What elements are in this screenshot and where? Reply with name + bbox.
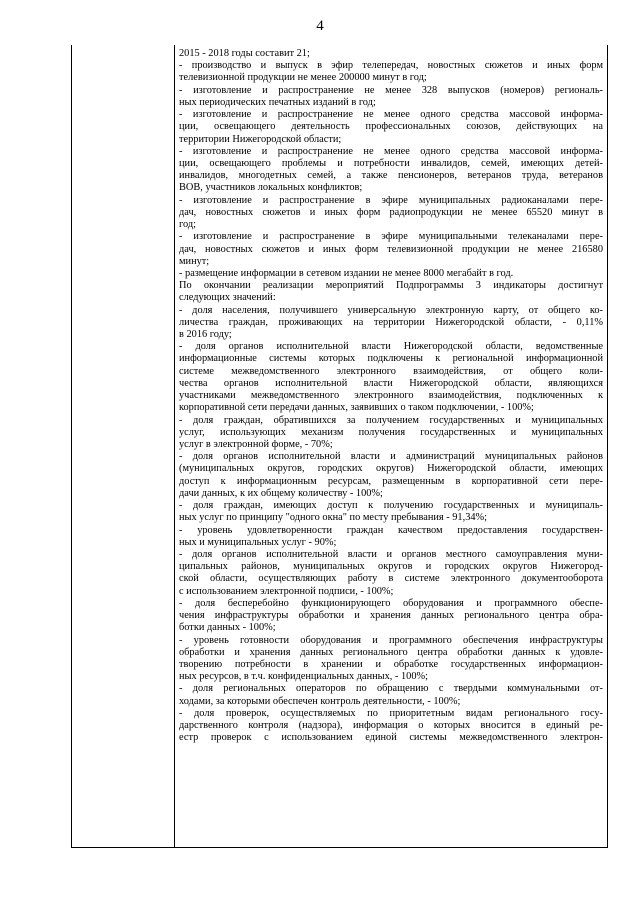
text-line: дарственного контроля (надзора), информация о которых вносится в единый ре- bbox=[179, 720, 603, 732]
text-line: ции, освещающего проблемы и потребности инвалидов, семей, имеющих детей- bbox=[179, 157, 603, 169]
text-line: - изготовление и распространение не менее 328 выпусков (номеров) региональ- bbox=[179, 84, 603, 96]
text-line: инвалидов, многодетных семей, а также пенсионеров, ветеранов труда, ветеранов bbox=[179, 170, 603, 182]
text-line: ботки данных - 100%; bbox=[179, 622, 276, 634]
text-line: ных ресурсов, в т.ч. конфиденциальных данных, - 100%; bbox=[179, 671, 429, 683]
text-line: чения инфраструктуры обработки и хранения данных регионального центра обра- bbox=[179, 610, 603, 622]
text-line: корпоративной сети передачи данных, заявивших о таком подключении, - 100%; bbox=[179, 402, 534, 414]
text-line: дач, новостных сюжетов и иных форм телевизионной продукции не менее 216580 bbox=[179, 243, 603, 255]
page-number: 4 bbox=[316, 18, 324, 34]
text-line: ской области, осуществляющих работу в системе электронного документооборота bbox=[179, 573, 603, 585]
text-line: - доля граждан, имеющих доступ к получению государственных и муниципаль- bbox=[179, 500, 603, 512]
text-line: участниками межведомственного электронного взаимодействия, подключенных к bbox=[179, 390, 603, 402]
text-line: ных и муниципальных услуг - 90%; bbox=[179, 536, 337, 548]
text-line: следующих значений: bbox=[179, 292, 276, 304]
text-line: услуг в электронной форме, - 70%; bbox=[179, 439, 333, 450]
text-line: ных услуг по принципу "одного окна" по месту пребывания - 91,34%; bbox=[179, 512, 488, 524]
text-line: - доля бесперебойно функционирующего оборудования и программного обеспе- bbox=[179, 597, 603, 609]
text-line: - доля проверок, осуществляемых по приоритетным видам регионального госу- bbox=[179, 707, 603, 719]
text-line: творению потребности в хранении и обработке государственных информацион- bbox=[179, 658, 603, 670]
text-line: - доля региональных операторов по обращению с твердыми коммунальными от- bbox=[179, 683, 603, 695]
table-text-column bbox=[175, 45, 607, 847]
text-line: телевизионной продукции не менее 200000 минут в год; bbox=[179, 72, 427, 84]
text-line: ходами, за которыми обеспечен контроль деятельности, - 100%; bbox=[179, 695, 461, 707]
text-line: ципальных районов, муниципальных округов и городских округов Нижегород- bbox=[179, 561, 603, 573]
text-line: ВОВ, участников локальных конфликтов; bbox=[179, 182, 363, 194]
text-line: ции, освещающего деятельность профессиональных союзов, действующих на bbox=[179, 121, 603, 133]
text-line: чества органов исполнительной власти Нижегородской области, являющихся bbox=[179, 377, 603, 389]
text-line: информационные системы которых подключены к региональной информационной bbox=[179, 353, 603, 365]
table-left-column bbox=[72, 45, 175, 847]
text-line: ных периодических печатных изданий в год; bbox=[179, 96, 376, 108]
text-line: - уровень готовности оборудования и программного обеспечения инфраструктуры bbox=[179, 634, 603, 646]
text-line: год; bbox=[179, 219, 196, 231]
text-line: - производство и выпуск в эфир телепередач, новостных сюжетов и иных форм bbox=[179, 60, 603, 72]
text-line: - изготовление и распространение в эфире муниципальными телеканалами пере- bbox=[179, 231, 603, 243]
text-line: - доля населения, получившего универсальную электронную карту, от общего ко- bbox=[179, 304, 603, 316]
text-line: естр проверок с использованием единой системы межведомственного электрон- bbox=[179, 732, 603, 744]
text-line: - доля органов исполнительной власти и администраций муниципальных районов bbox=[179, 451, 603, 463]
text-line: - доля органов исполнительной власти Нижегородской области, ведомственные bbox=[179, 341, 603, 353]
text-line: дач, новостных сюжетов и иных форм радиопродукции не менее 65520 минут в bbox=[179, 206, 603, 218]
text-line: минут; bbox=[179, 255, 210, 267]
document-table bbox=[71, 45, 608, 848]
text-line: дачи данных, к их общему количеству - 100%; bbox=[179, 487, 383, 499]
text-line: - изготовление и распространение не менее одного средства массовой информа- bbox=[179, 109, 603, 121]
text-line: доступ к информационным ресурсам, размещенным в корпоративной сети пере- bbox=[179, 475, 603, 487]
text-line: 2015 - 2018 годы составит 21; bbox=[179, 48, 310, 59]
text-line: - размещение информации в сетевом издании не менее 8000 мегабайт в год. bbox=[179, 267, 514, 279]
text-line: По окончании реализации мероприятий Подпрограммы 3 индикаторы достигнут bbox=[179, 280, 603, 292]
text-line: - изготовление и распространение в эфире муниципальных радиоканалами пере- bbox=[179, 194, 603, 206]
text-line: - доля органов исполнительной власти и органов местного самоуправления муни- bbox=[179, 548, 603, 560]
text-line: - изготовление и распространение не менее одного средства массовой информа- bbox=[179, 145, 603, 157]
text-line: - уровень удовлетворенности граждан качеством предоставления государствен- bbox=[179, 524, 603, 536]
text-line: обработки и хранения данных регионального центра обработки данных к удовле- bbox=[179, 646, 603, 658]
text-line: системе межведомственного электронного взаимодействия, от общего коли- bbox=[179, 365, 603, 377]
text-line: (муниципальных округов, городских округов) Нижегородской области, имеющих bbox=[179, 463, 603, 475]
text-line: услуг, использующих механизм получения государственных и муниципальных bbox=[179, 426, 603, 438]
text-line: в 2016 году; bbox=[179, 329, 232, 341]
text-line: - доля граждан, обратившихся за получением государственных и муниципальных bbox=[179, 414, 603, 426]
text-line: личества граждан, проживающих на территории Нижегородской области, - 0,11% bbox=[179, 316, 603, 328]
text-line: территории Нижегородской области; bbox=[179, 133, 342, 145]
text-line: с использованием электронной подписи, - 100%; bbox=[179, 585, 394, 597]
